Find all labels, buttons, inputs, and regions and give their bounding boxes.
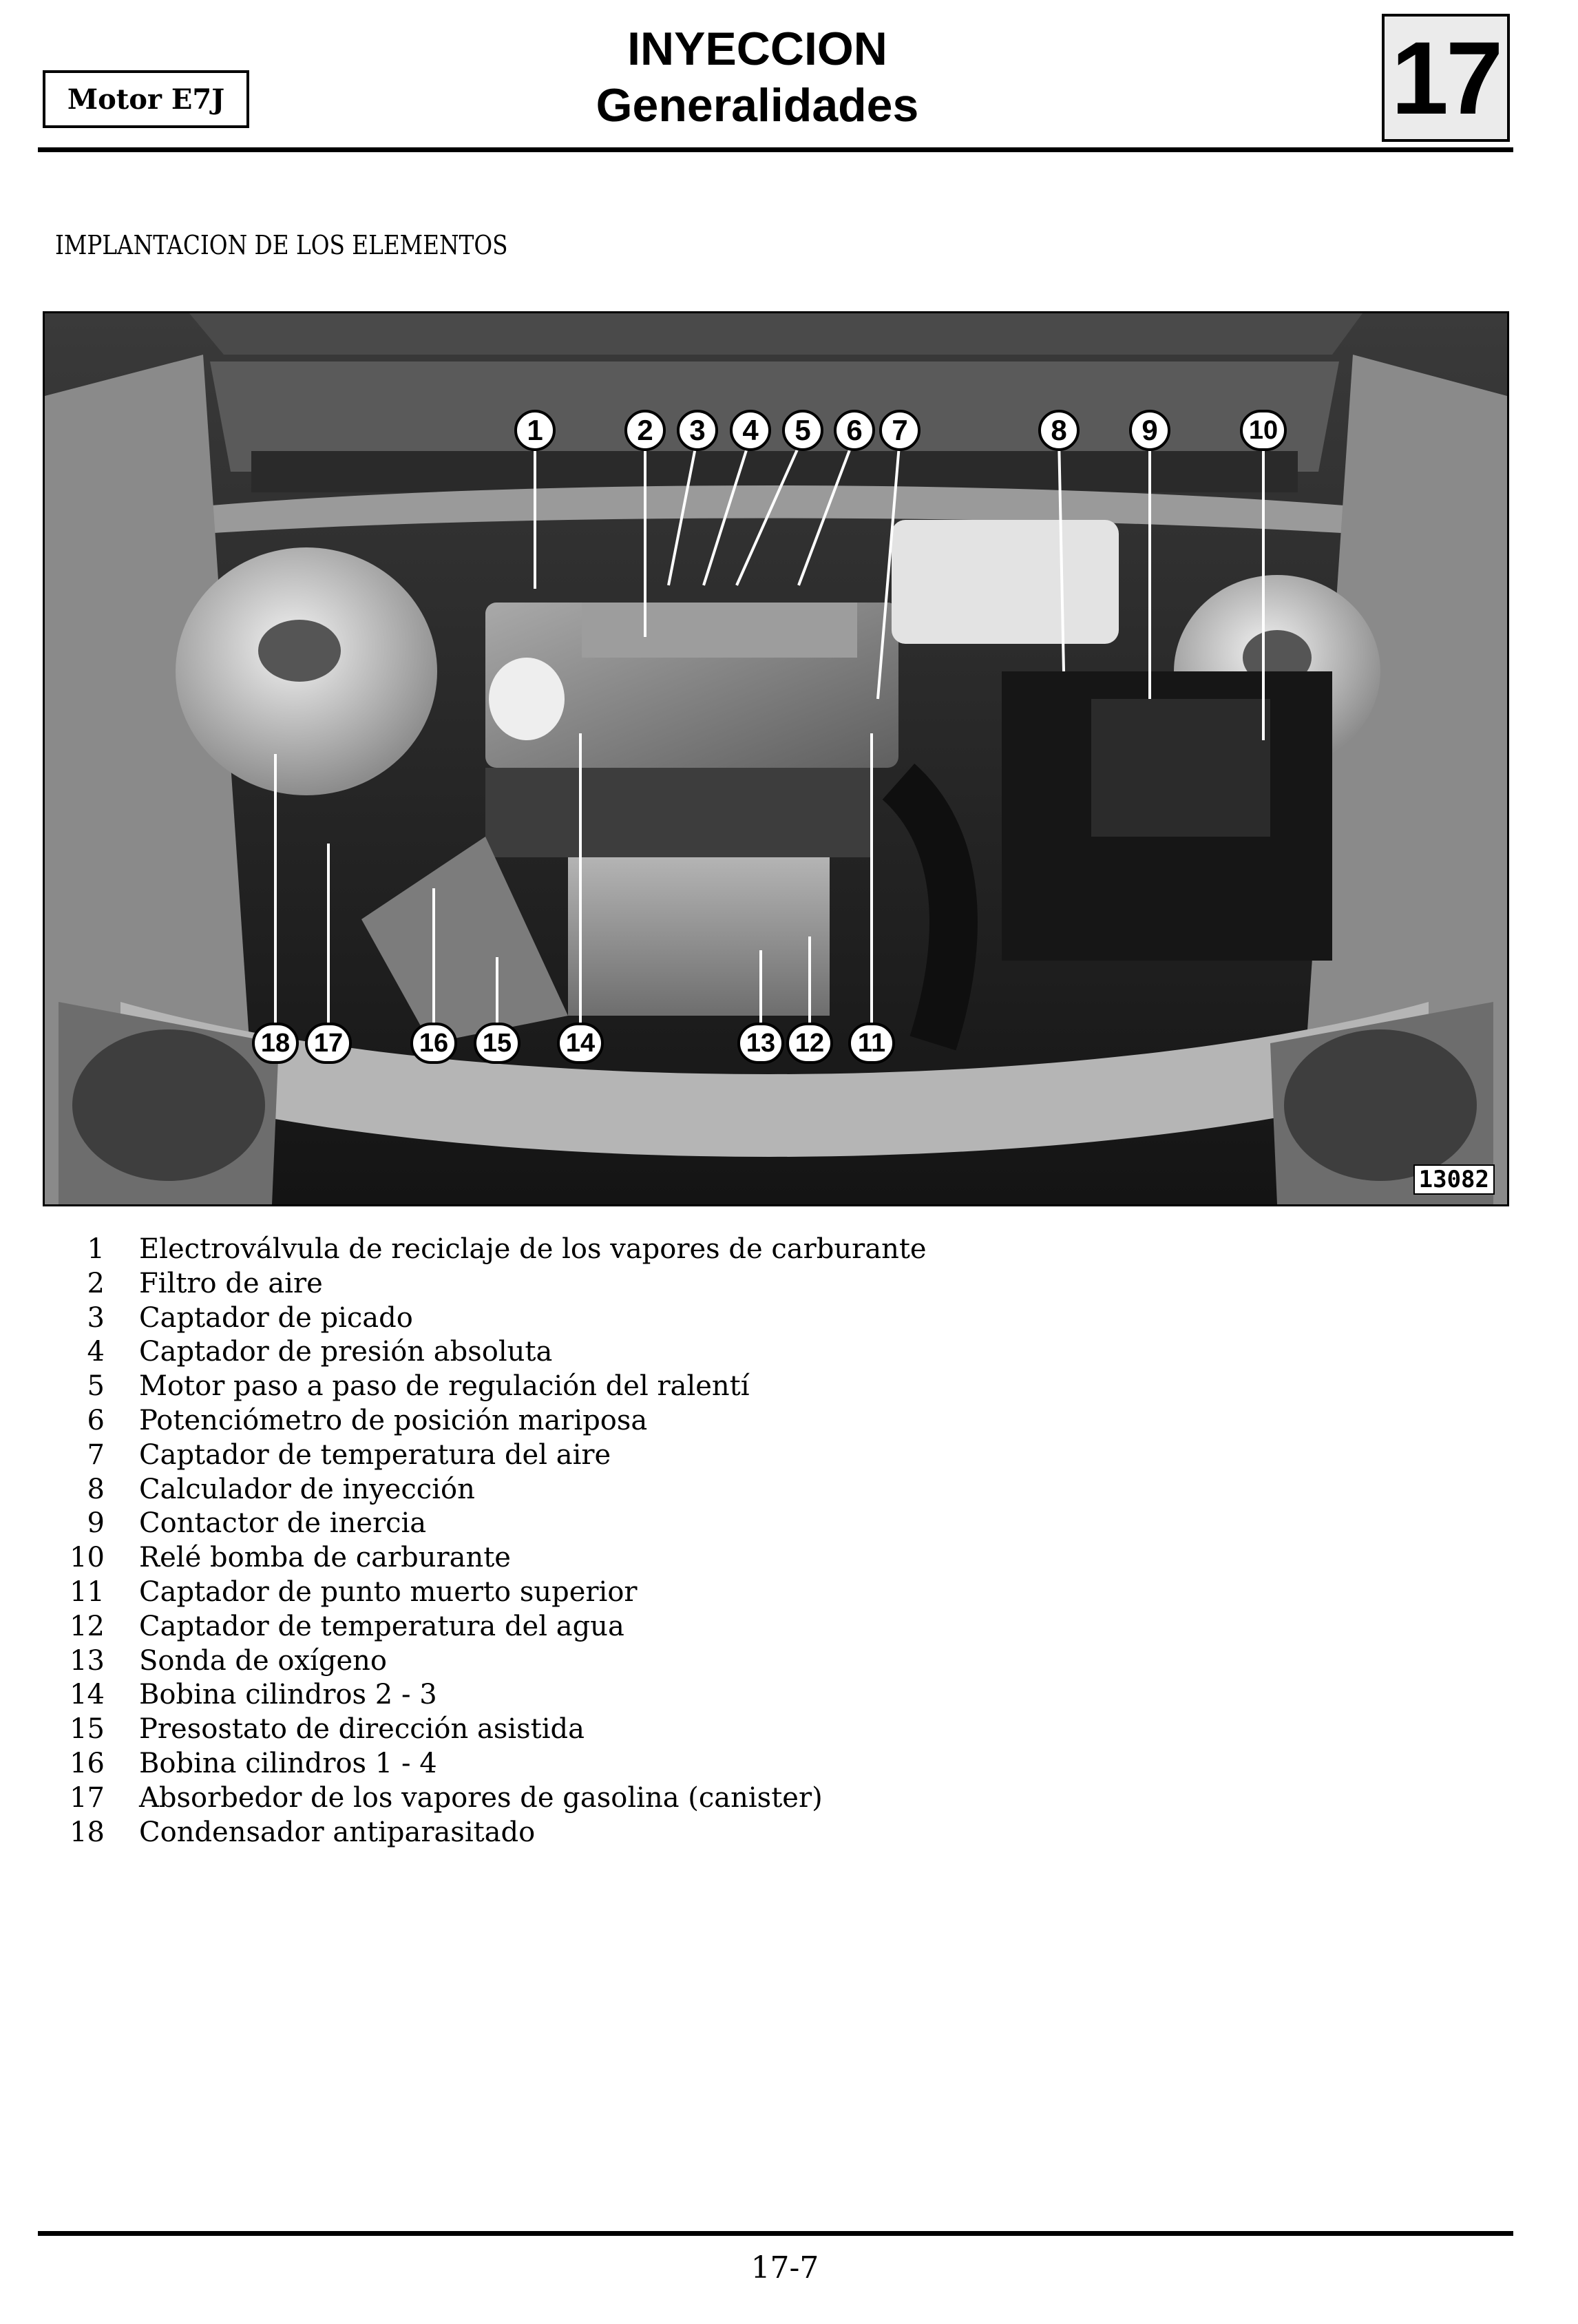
legend-item <box>55 1644 927 1679</box>
legend-number: 8 <box>87 1473 105 1505</box>
callout-16: 16 <box>410 1023 457 1064</box>
legend-text: Captador de temperatura del agua <box>139 1610 624 1642</box>
legend-text: Filtro de aire <box>139 1267 323 1299</box>
callout-15: 15 <box>474 1023 520 1064</box>
legend-number: 16 <box>70 1747 105 1779</box>
legend-number: 11 <box>70 1575 105 1608</box>
legend-text: Condensador antiparasitado <box>139 1816 536 1848</box>
legend-number: 12 <box>70 1610 105 1642</box>
callout-11: 11 <box>848 1023 895 1064</box>
legend-text: Motor paso a paso de regulación del ralentí <box>139 1370 750 1403</box>
legend-text: Electroválvula de reciclaje de los vapores de carburante <box>139 1233 927 1265</box>
legend-text: Presostato de dirección asistida <box>139 1713 585 1746</box>
legend-list <box>55 1233 927 1850</box>
callout-10: 10 <box>1240 410 1287 451</box>
figure-number: 13082 <box>1413 1164 1495 1195</box>
motor-label: Motor E7J <box>43 70 249 128</box>
engine-bay-photo <box>43 311 1509 1206</box>
callout-13: 13 <box>737 1023 784 1064</box>
legend-item <box>55 1678 927 1713</box>
legend-number: 18 <box>70 1816 105 1848</box>
legend-text: Potenciómetro de posición mariposa <box>139 1404 648 1436</box>
legend-number: 6 <box>87 1404 105 1436</box>
callout-3: 3 <box>677 410 718 451</box>
legend-number: 3 <box>87 1301 105 1334</box>
chapter-number: 17 <box>1382 14 1510 142</box>
legend-number: 4 <box>87 1336 105 1368</box>
callout-1: 1 <box>514 410 556 451</box>
page-subtitle: Generalidades <box>596 79 919 132</box>
callout-9: 9 <box>1129 410 1170 451</box>
legend-text: Relé bomba de carburante <box>139 1542 511 1574</box>
callout-2: 2 <box>624 410 666 451</box>
callout-8: 8 <box>1038 410 1080 451</box>
legend-item <box>55 1301 927 1336</box>
legend-text: Calculador de inyección <box>139 1473 475 1505</box>
callout-7: 7 <box>879 410 920 451</box>
legend-item <box>55 1438 927 1473</box>
legend-number: 14 <box>70 1679 105 1711</box>
legend-number: 7 <box>87 1438 105 1471</box>
legend-item <box>55 1816 927 1850</box>
legend-item <box>55 1541 927 1575</box>
legend-text: Bobina cilindros 1 - 4 <box>139 1747 437 1779</box>
legend-text: Captador de temperatura del aire <box>139 1438 611 1471</box>
legend-text: Absorbedor de los vapores de gasolina (canister) <box>139 1781 823 1814</box>
legend-item <box>55 1575 927 1610</box>
legend-number: 10 <box>70 1542 105 1574</box>
legend-item <box>55 1507 927 1541</box>
legend-item <box>55 1370 927 1404</box>
legend-number: 13 <box>70 1644 105 1677</box>
legend-item <box>55 1404 927 1438</box>
callout-5: 5 <box>782 410 823 451</box>
legend-text: Captador de picado <box>139 1301 413 1334</box>
legend-item <box>55 1267 927 1301</box>
footer-rule <box>38 2231 1513 2236</box>
legend-number: 1 <box>87 1233 105 1265</box>
legend-text: Captador de presión absoluta <box>139 1336 553 1368</box>
legend-text: Contactor de inercia <box>139 1507 427 1540</box>
page-title: INYECCION <box>627 23 887 75</box>
legend-number: 17 <box>70 1781 105 1814</box>
legend-number: 2 <box>87 1267 105 1299</box>
legend-item <box>55 1610 927 1644</box>
callout-14: 14 <box>557 1023 604 1064</box>
legend-item <box>55 1335 927 1370</box>
callout-17: 17 <box>305 1023 352 1064</box>
legend-text: Captador de punto muerto superior <box>139 1575 638 1608</box>
legend-item <box>55 1233 927 1267</box>
callout-12: 12 <box>786 1023 833 1064</box>
legend-text: Bobina cilindros 2 - 3 <box>139 1679 437 1711</box>
header-rule <box>38 147 1513 152</box>
legend-item <box>55 1713 927 1747</box>
legend-text: Sonda de oxígeno <box>139 1644 387 1677</box>
callout-4: 4 <box>730 410 771 451</box>
section-title: IMPLANTACION DE LOS ELEMENTOS <box>55 230 508 260</box>
legend-item <box>55 1473 927 1507</box>
legend-item <box>55 1747 927 1781</box>
legend-number: 5 <box>87 1370 105 1403</box>
page-number: 17-7 <box>750 2250 819 2285</box>
callout-6: 6 <box>834 410 875 451</box>
engine-bay-illustration <box>45 313 1507 1204</box>
legend-number: 15 <box>70 1713 105 1746</box>
legend-item <box>55 1781 927 1816</box>
legend-number: 9 <box>87 1507 105 1540</box>
callout-18: 18 <box>252 1023 299 1064</box>
